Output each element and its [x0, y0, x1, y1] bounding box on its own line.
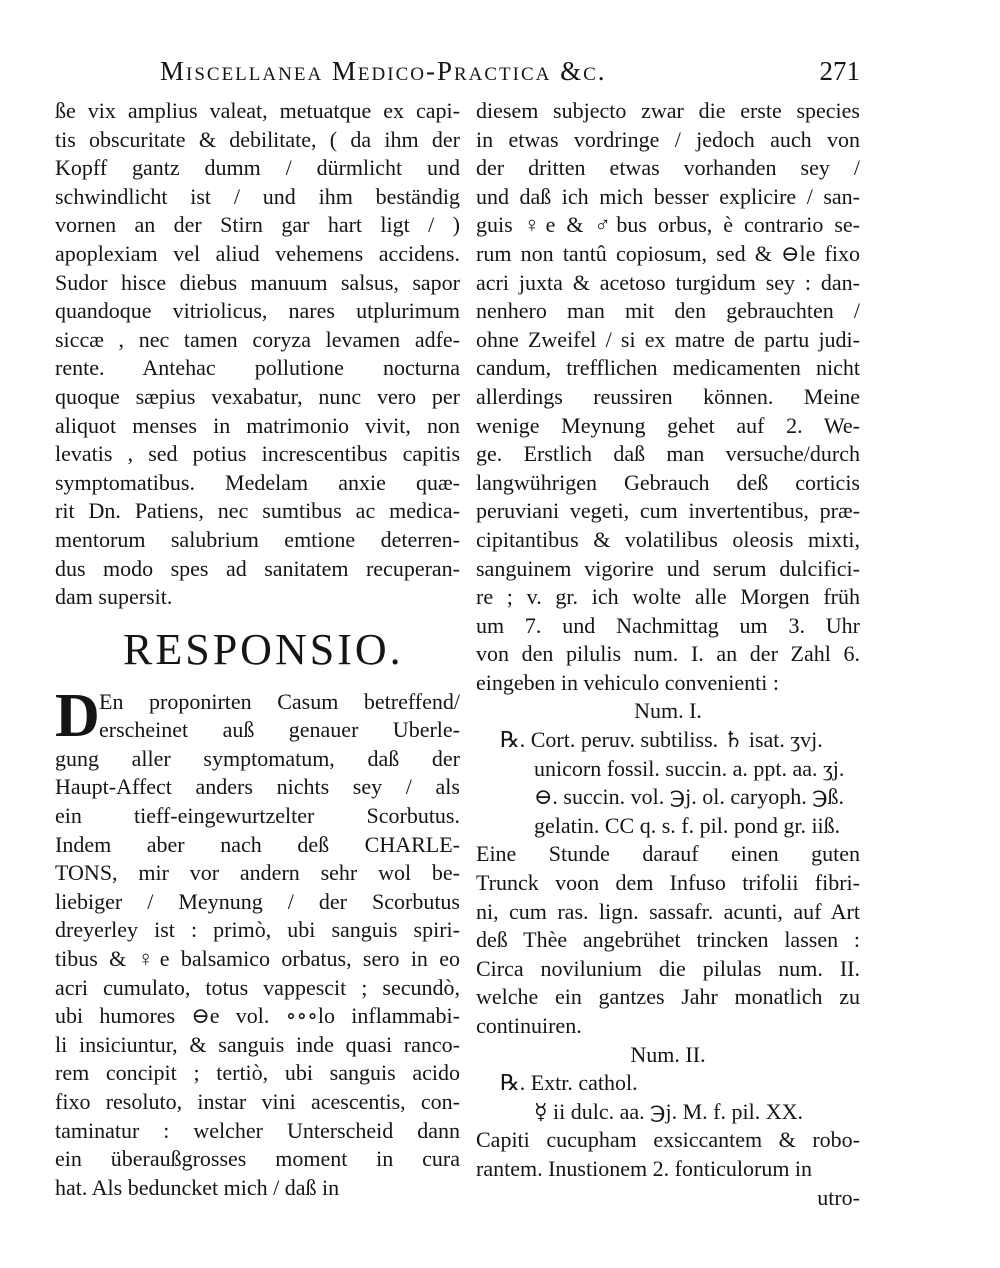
text-line: sanguinem vigorire und serum dulcifici- [476, 555, 860, 581]
text-line: Circa novilunium die pilulas num. II. [476, 955, 860, 981]
text-line: schwindlicht ist / und ihm beständig [55, 183, 460, 209]
text-line: Eine Stunde darauf einen guten [476, 841, 860, 867]
drop-cap: D [55, 681, 100, 750]
text-line: dreyerley ist : primò, ubi sanguis spiri- [55, 917, 460, 943]
text-line: levatis , sed potius increscentibus capitis [55, 441, 460, 467]
responsio-heading: RESPONSIO. [123, 624, 404, 674]
text-line: allerdings reussiren können. Meine [476, 383, 860, 409]
text-line: dus modo spes ad sanitatem recuperan- [55, 555, 460, 581]
text-line: quandoque vitriolicus, nares utplurimum [55, 298, 460, 324]
text-line: Haupt-Affect anders nichts sey / als [55, 774, 460, 800]
text-line: siccæ , nec tamen coryza levamen adfe- [55, 326, 460, 352]
text-line: welche ein gantzes Jahr monatlich zu [476, 984, 860, 1010]
text-line: rente. Antehac pollutione nocturna [55, 355, 460, 381]
text-line: gung aller symptomatum, daß der [55, 745, 460, 771]
right-column [476, 97, 860, 1212]
responsio-paragraph [55, 681, 460, 1203]
right-column-instructions [476, 840, 860, 1040]
text-line: rum non tantû copiosum, sed & ⊖le fixo [476, 240, 860, 266]
text-line: symptomatibus. Medelam anxie quæ- [55, 469, 460, 495]
text-line: Sudor hisce diebus manuum salsus, sapor [55, 269, 460, 295]
text-line: acri cumulato, totus vappescit ; secundò, [55, 974, 460, 1000]
text-line: apoplexiam vel aliud vehemens accidens. [55, 240, 460, 266]
running-title: Miscellanea Medico-Practica &c. [160, 56, 607, 86]
text-line: der dritten etwas vorhanden sey / [476, 155, 860, 181]
text-line: taminatur : welcher Unterscheid dann [55, 1117, 460, 1143]
text-line: nenhero man mit den gebrauchten / [476, 298, 860, 324]
text-line: quoque sæpius vexabatur, nunc vero per [55, 383, 460, 409]
text-line: acri juxta & acetoso turgidum sey : dan- [476, 269, 860, 295]
text-line: candum, trefflichen medicamenten nicht [476, 355, 860, 381]
text-line: rit Dn. Patiens, nec sumtibus ac medica- [55, 498, 460, 524]
text-line: und daß ich mich besser explicire / san- [476, 183, 860, 209]
left-column [55, 97, 460, 1202]
text-line: mentorum salubrium emtione deterren- [55, 526, 460, 552]
text-line: ℞. Cort. peruv. subtiliss. ♄ isat. ʒvj. [500, 727, 823, 753]
text-line: hat. Als beduncket mich / daß in [55, 1174, 340, 1200]
text-line: ⊖. succin. vol. ℈j. ol. caryoph. ℈ß. [534, 784, 845, 810]
text-line: fixo resoluto, instar vini acescentis, con- [55, 1089, 460, 1114]
text-line: guis ♀e & ♂bus orbus, è contrario se- [476, 212, 860, 238]
text-line: wenige Meynung gehet auf 2. We- [476, 412, 860, 438]
catchword: utro- [817, 1184, 860, 1210]
text-line: ße vix amplius valeat, metuatque ex capi- [55, 98, 460, 123]
text-line: aliquot menses in matrimonio vivit, non [55, 412, 460, 438]
text-line: um 7. und Nachmittag um 3. Uhr [476, 612, 860, 638]
prescription-2 [476, 1069, 860, 1126]
text-line: ℞. Extr. cathol. [500, 1070, 638, 1096]
prescription-1 [476, 726, 860, 840]
text-line: ohne Zweifel / si ex matre de partu judi- [476, 326, 860, 352]
text-line: peruviani vegeti, cum invertentibus, præ- [476, 498, 860, 524]
text-line: gelatin. CC q. s. f. pil. pond gr. iiß. [534, 812, 841, 838]
text-line: tibus & ♀e balsamico orbatus, sero in eo [55, 946, 460, 972]
right-column-closing [476, 1126, 860, 1183]
text-line: Indem aber nach deß CHARLE- [55, 831, 460, 857]
text-line: ge. Erstlich daß man versuche/durch [476, 441, 860, 467]
text-line: eingeben in vehiculo convenienti : [476, 669, 780, 695]
text-line: unicorn fossil. succin. a. ppt. aa. ʒj. [534, 755, 845, 781]
text-line: continuiren. [476, 1013, 582, 1038]
right-column-text [476, 97, 860, 697]
text-line: in etwas vordringe / jedoch auch von [476, 126, 860, 152]
text-line: von den pilulis num. I. an der Zahl 6. [476, 641, 860, 667]
page-number: 271 [819, 56, 860, 86]
text-line: Trunck voon dem Infuso trifolii fibri- [476, 870, 860, 896]
text-line: re ; v. gr. ich wolte alle Morgen früh [476, 584, 860, 610]
text-line: rem concipit ; tertiò, ubi sanguis acido [55, 1060, 460, 1086]
text-line: Kopff gantz dumm / dürmlicht und [55, 155, 460, 181]
text-line: cipitantibus & volatilibus oleosis mixti, [476, 526, 860, 552]
text-line: ubi humores ⊖e vol. ∘∘∘lo inflammabi- [55, 1003, 460, 1029]
text-line: diesem subjecto zwar die erste species [476, 98, 860, 123]
text-line: Capiti cucupham exsiccantem & robo- [476, 1127, 860, 1153]
text-line: TONS, mir vor andern sehr wol be- [55, 860, 460, 886]
text-line: rantem. Inustionem 2. fonticulorum in [476, 1155, 813, 1181]
text-line: liebiger / Meynung / der Scorbutus [55, 888, 460, 914]
page-header [160, 56, 860, 90]
text-line: deß Thèe angebrühet trincken lassen : [476, 927, 860, 953]
text-line: ein tieff-eingewurtzelter Scorbutus. [55, 803, 460, 829]
text-line: langwührigen Gebrauch deß corticis [476, 469, 860, 495]
text-line: erscheinet auß genauer Uberle- [99, 717, 460, 743]
text-line: tis obscuritate & debilitate, ( da ihm der [55, 126, 460, 152]
text-line: En proponirten Casum betreffend/ [99, 688, 460, 714]
prescription-heading-2: Num. II. [630, 1041, 706, 1067]
left-column-text [55, 97, 460, 612]
text-line: ☿ ii dulc. aa. ℈j. M. f. pil. XX. [534, 1098, 803, 1124]
prescription-heading-1: Num. I. [634, 698, 702, 724]
text-line: dam supersit. [55, 584, 173, 610]
text-line: vornen an der Stirn gar hart ligt / ) [55, 212, 460, 238]
text-line: li insiciuntur, & sanguis inde quasi ranco- [55, 1031, 460, 1057]
text-line: ein überaußgrosses moment in cura [55, 1146, 460, 1172]
text-line: ni, cum ras. lign. sassafr. acunti, auf Art [476, 898, 860, 924]
